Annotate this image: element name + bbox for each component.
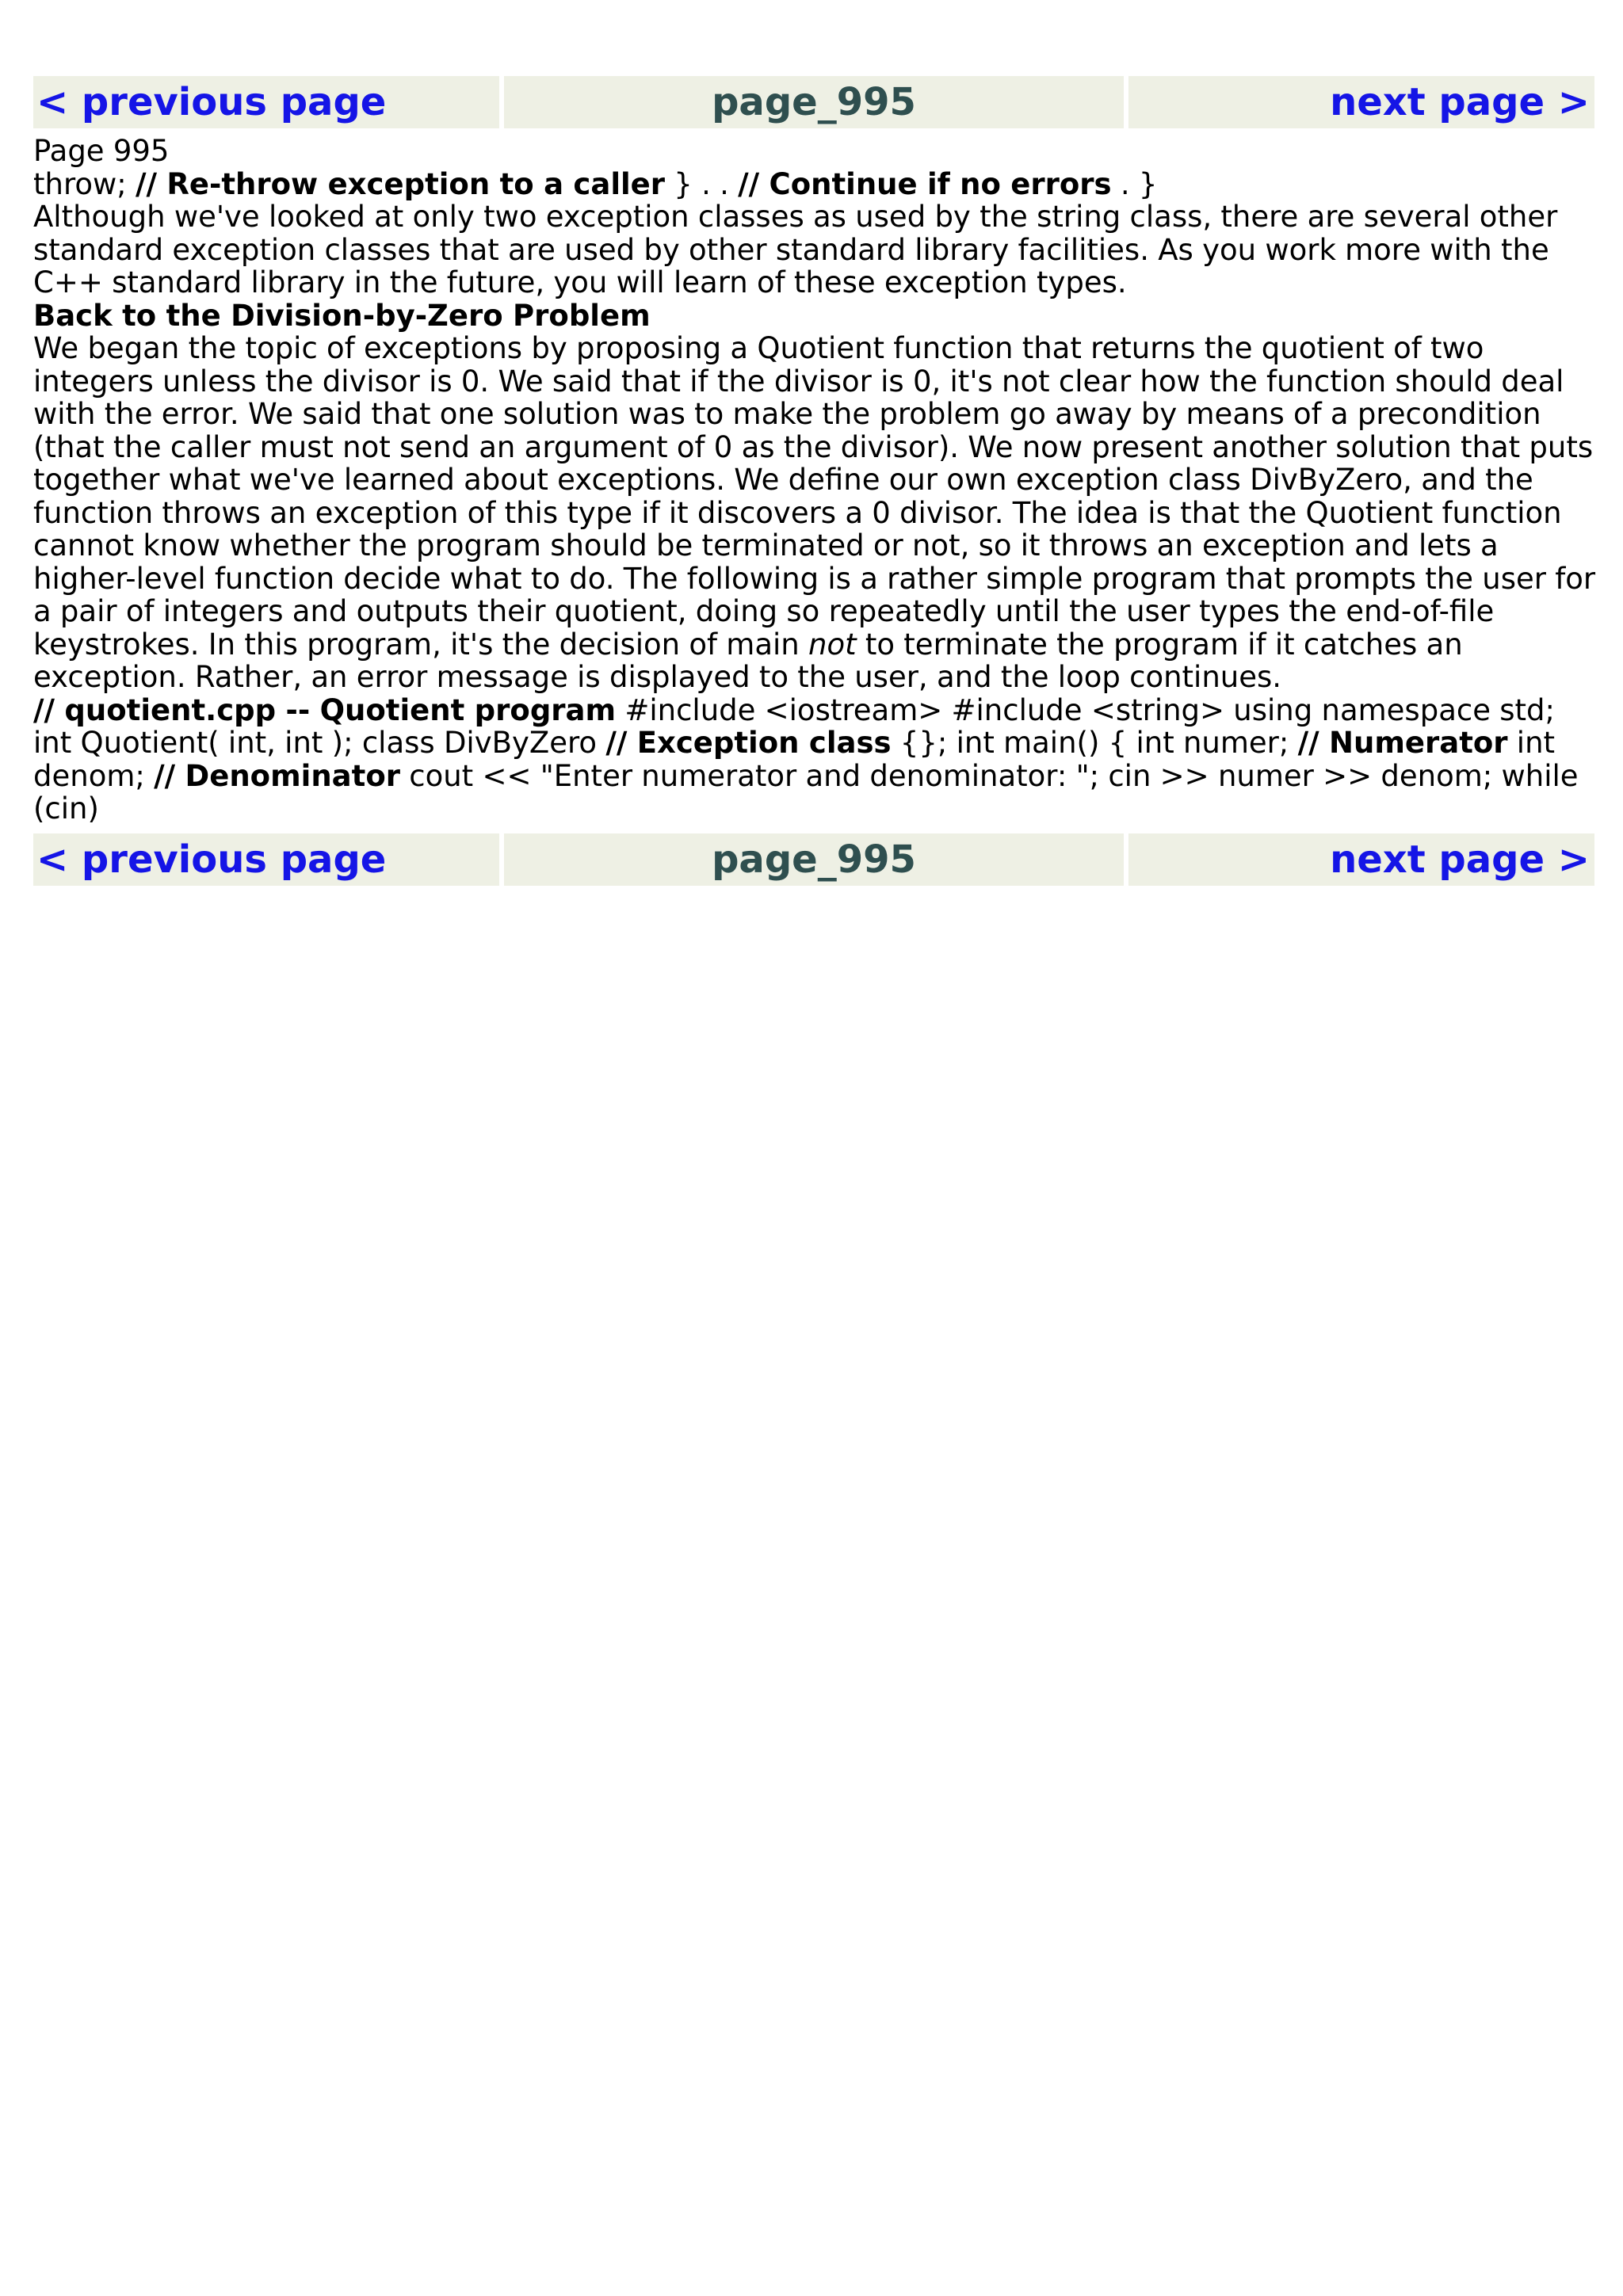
code-text: . }	[1111, 166, 1158, 201]
code-text: } . .	[665, 166, 739, 201]
code-text: int denom;	[33, 726, 1556, 793]
code-text: #include <iostream> #include <string> using namespace std; int Quotient( int, int ); class DivByZero	[33, 692, 1555, 760]
document-page	[33, 76, 1599, 886]
paragraph-division-by-zero	[33, 332, 1599, 694]
next-page-link[interactable]: next page >	[1128, 833, 1594, 886]
paragraph-exception-classes: Although we've looked at only two exception classes as used by the string class, there are several other standard exception classes that are used by other standard library facilities. As you work more with the C++ standard library in the future, you will learn of these exception types.	[33, 200, 1558, 299]
code-comment: // Re-throw exception to a caller	[135, 166, 666, 201]
code-listing-quotient	[33, 694, 1599, 826]
page-number-label: Page 995	[33, 134, 170, 168]
previous-page-link[interactable]: < previous page	[33, 76, 499, 128]
page-indicator: page_995	[504, 833, 1124, 886]
code-comment: // Continue if no errors	[738, 166, 1112, 201]
paragraph-text-before: We began the topic of exceptions by proposing a Quotient function that returns the quotient of two integers unless the divisor is 0. We said that if the divisor is 0, it's not clear how the function should deal with the error. We said that one solution was to make the problem go away by means of a precondition (that the caller must not send an argument of 0 as the divisor). We now present another solution that puts together what we've learned about exceptions. We define our own exception class DivByZero, and the function throws an exception of this type if it discovers a 0 divisor. The idea is that the Quotient function cannot know whether the program should be terminated or not, so it throws an exception and lets a higher-level function decide what to do. The following is a rather simple program that prompts the user for a pair of integers and outputs their quotient, doing so repeatedly until the user types the end-of-file keystrokes. In this program, it's the decision of main	[33, 331, 1596, 662]
code-text: cout << "Enter numerator and denominator: "; cin >> numer >> denom; while (cin)	[33, 758, 1579, 826]
paragraph-text-after: to terminate the program if it catches an exception. Rather, an error message is displayed to the user, and the loop continues.	[33, 627, 1463, 694]
code-comment: // quotient.cpp -- Quotient program	[33, 692, 617, 727]
code-comment: // Numerator	[1297, 726, 1508, 760]
code-text: throw;	[33, 166, 136, 201]
section-heading: Back to the Division-by-Zero Problem	[33, 298, 651, 333]
code-text: {}; int main() { int numer;	[891, 726, 1298, 760]
page-content	[33, 128, 1599, 833]
page-indicator: page_995	[504, 76, 1124, 128]
code-comment: // Denominator	[154, 758, 400, 793]
top-navigation-bar	[33, 76, 1599, 128]
previous-page-link[interactable]: < previous page	[33, 833, 499, 886]
emphasis-not: not	[808, 627, 857, 662]
bottom-navigation-bar	[33, 833, 1599, 886]
code-comment: // Exception class	[605, 726, 892, 760]
next-page-link[interactable]: next page >	[1128, 76, 1594, 128]
code-fragment-rethrow	[33, 168, 1599, 201]
